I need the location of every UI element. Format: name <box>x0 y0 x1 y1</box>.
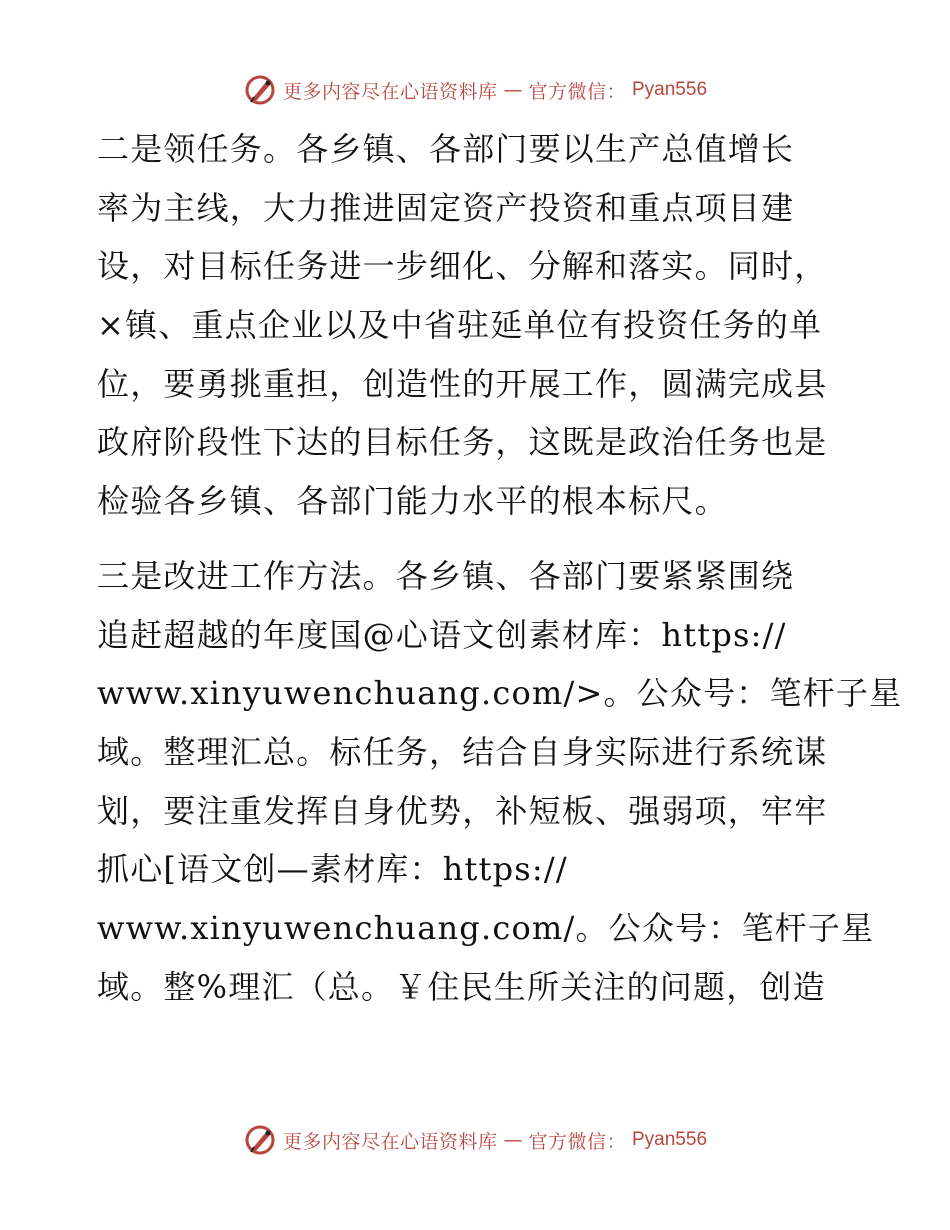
text-line: www.xinyuwenchuang.com/。公众号：笔杆子星 <box>97 908 875 947</box>
text-line: 追赶超越的年度国@心语文创素材库：https:// <box>97 615 787 654</box>
text-line: 抓心[语文创—素材库：https:// <box>97 850 568 889</box>
text-line: www.xinyuwenchuang.com/>。公众号：笔杆子星 <box>97 674 903 713</box>
text-line: 率为主线，大力推进固定资产投资和重点项目建 <box>97 188 795 227</box>
text-line: ×镇、重点企业以及中省驻延单位有投资任务的单 <box>97 306 823 345</box>
text-line: 检验各乡镇、各部门能力水平的根本标尺。 <box>97 482 728 521</box>
banner-official-label: 官方微信： <box>528 80 626 103</box>
paragraph-1 <box>97 120 857 531</box>
banner-text: 更多内容尽在心语资料库 <box>282 80 498 103</box>
quill-pen-logo-icon <box>243 73 277 107</box>
banner-separator: — <box>503 79 523 101</box>
banner-wechat-id: Pyan556 <box>632 79 708 100</box>
text-line: 域。整理汇总。标任务，结合自身实际进行系统谋 <box>97 732 828 771</box>
quill-pen-logo-icon <box>243 1123 277 1157</box>
banner-separator: — <box>503 1129 523 1151</box>
text-line: 二是领任务。各乡镇、各部门要以生产总值增长 <box>97 130 795 168</box>
text-line: 划，要注重发挥自身优势，补短板、强弱项，牢牢 <box>97 791 828 830</box>
banner-official-label: 官方微信： <box>528 1130 626 1153</box>
document-body <box>97 120 903 1016</box>
text-line: 设，对目标任务进一步细化、分解和落实。同时， <box>97 247 828 286</box>
text-line: 政府阶段性下达的目标任务，这既是政治任务也是 <box>97 423 828 462</box>
header-banner <box>0 70 950 110</box>
banner-wechat-id: Pyan556 <box>632 1129 708 1150</box>
text-line: 三是改进工作方法。各乡镇、各部门要紧紧围绕 <box>97 556 795 595</box>
banner-text: 更多内容尽在心语资料库 <box>282 1130 498 1153</box>
text-line: 域。整%理汇（总。￥住民生所关注的问题，创造 <box>97 967 826 1006</box>
paragraph-2 <box>97 547 903 1017</box>
footer-banner <box>0 1120 950 1160</box>
text-line: 位，要勇挑重担，创造性的开展工作，圆满完成县 <box>97 364 828 403</box>
